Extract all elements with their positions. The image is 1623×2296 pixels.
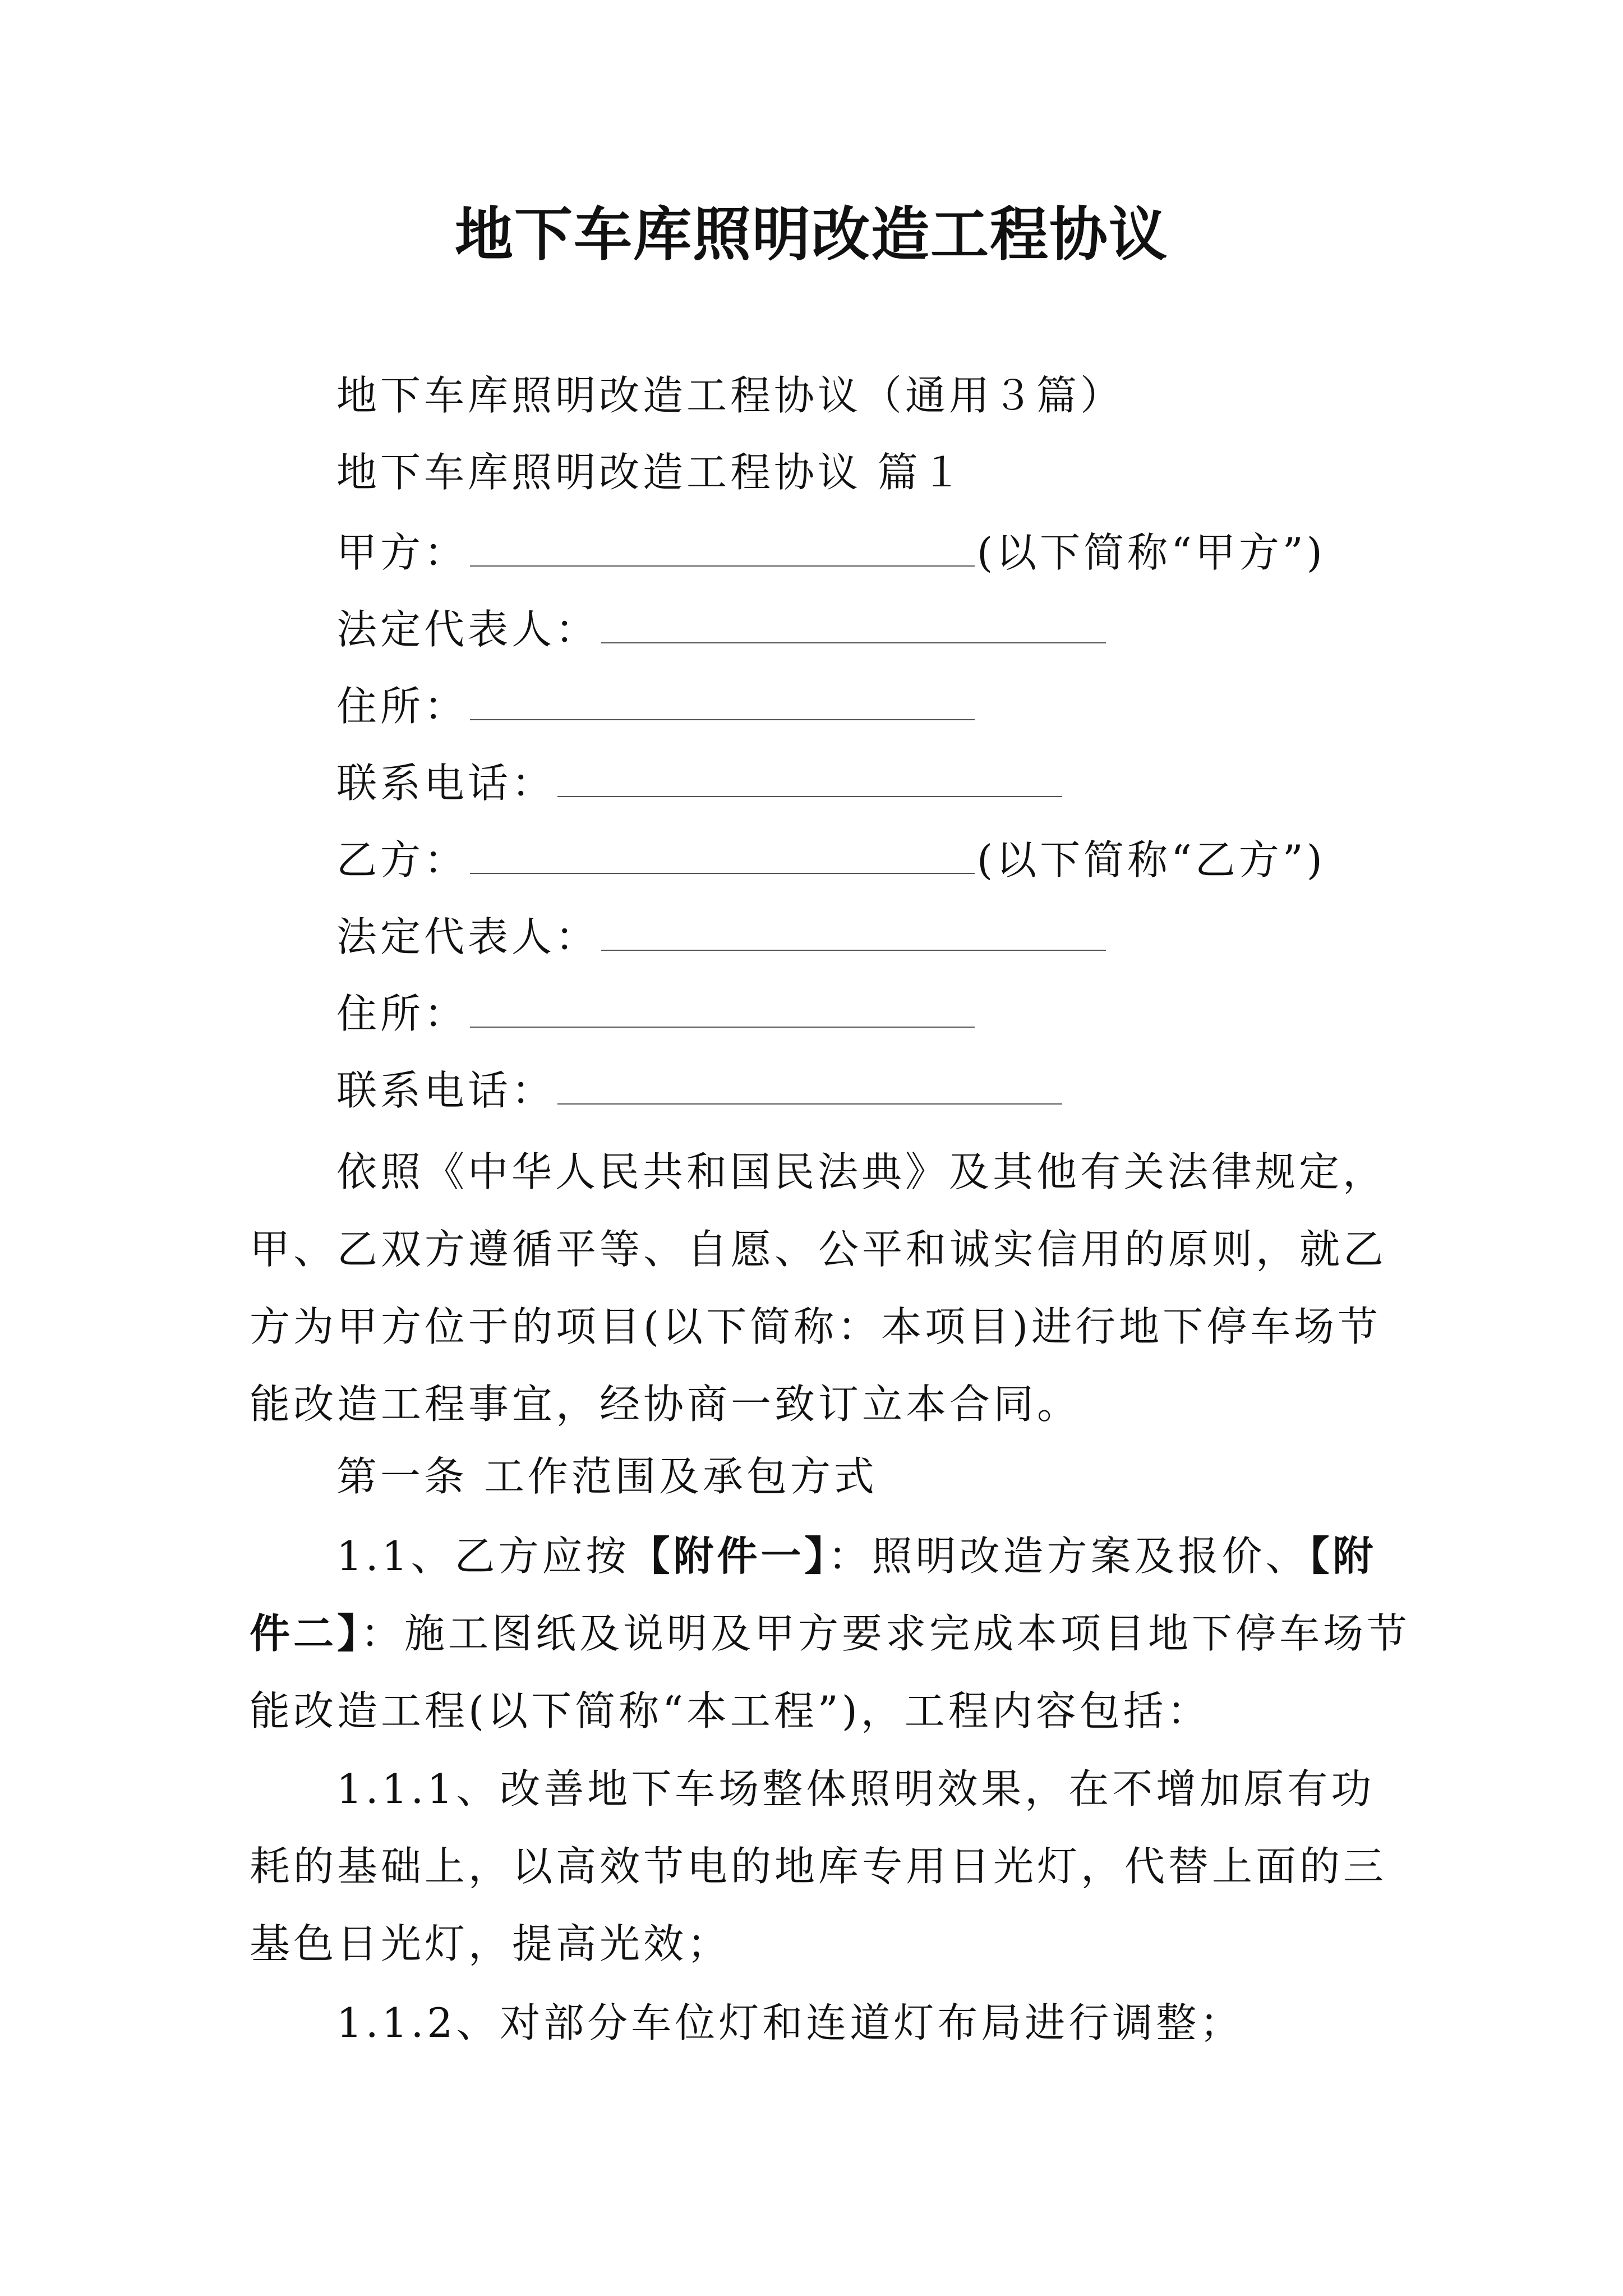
party-b-blank [470,828,975,874]
document-subtitle: 地下车库照明改造工程协议（通用３篇） [336,372,1124,419]
party-b-phone-blank [557,1059,1062,1105]
party-a-address-row [336,674,977,734]
clause-1-1-middle: ：照明改造方案及报价、 [828,1533,1310,1580]
intro-paragraph [250,1133,1416,1443]
document-title: 地下车库照明改造工程协议 [454,200,1168,269]
party-a-suffix: (以下简称“甲方”) [977,529,1326,576]
party-b-row [336,828,1326,888]
party-b-address-blank [470,982,975,1028]
party-a-blank [470,521,975,567]
party-a-rep-blank [601,597,1106,643]
party-b-label: 乙方： [336,836,468,884]
party-a-label: 甲方： [336,529,468,576]
party-b-suffix: (以下简称“乙方”) [977,836,1326,884]
party-a-rep-row [336,597,1108,657]
party-b-phone-row [336,1059,1064,1119]
party-a-address-label: 住所： [336,683,468,730]
party-a-row [336,521,1326,581]
party-b-address-label: 住所： [336,990,468,1037]
party-b-rep-label: 法定代表人： [336,913,600,960]
clause-1-1 [250,1517,1416,1750]
party-b-rep-blank [601,905,1106,951]
clause-1-1-prefix: 1.1、乙方应按 [336,1533,630,1580]
party-a-phone-row [336,751,1064,811]
attachment-1-ref: 【附件一】 [629,1532,828,1580]
party-a-phone-blank [557,751,1062,797]
part-heading: 地下车库照明改造工程协议 篇１ [336,449,965,496]
clause-1-1-2-text: 1.1.2、对部分车位灯和连道灯布局进行调整； [336,1999,1244,2046]
party-b-address-row [336,982,977,1042]
clause-1-1-1-text: 1.1.1、改善地下车场整体照明效果，在不增加原有功耗的基础上，以高效节电的地库专用日光灯，代替上面的三基色日光灯，提高光效； [250,1765,1387,1967]
party-a-phone-label: 联系电话： [336,760,556,807]
clause-1-1-2 [250,1984,1416,2062]
attachment-2-ref: 【附件二】 [250,1532,1377,1657]
clause-1-1-suffix: ：施工图纸及说明及甲方要求完成本项目地下停车场节能改造工程(以下简称“本工程”)，工程内容包括： [250,1610,1411,1734]
clause-1-1-1 [250,1750,1416,1982]
article-1-heading: 第一条 工作范围及承包方式 [336,1453,878,1500]
party-b-rep-row [336,905,1108,965]
party-b-phone-label: 联系电话： [336,1067,556,1114]
party-a-rep-label: 法定代表人： [336,606,600,653]
party-a-address-blank [470,674,975,720]
intro-paragraph-text: 依照《中华人民共和国民法典》及其他有关法律规定，甲、乙双方遵循平等、自愿、公平和诚实信用的原则，就乙方为甲方位于的项目(以下简称：本项目)进行地下停车场节能改造工程事宜，经协商一致订立本合同。 [250,1148,1387,1428]
